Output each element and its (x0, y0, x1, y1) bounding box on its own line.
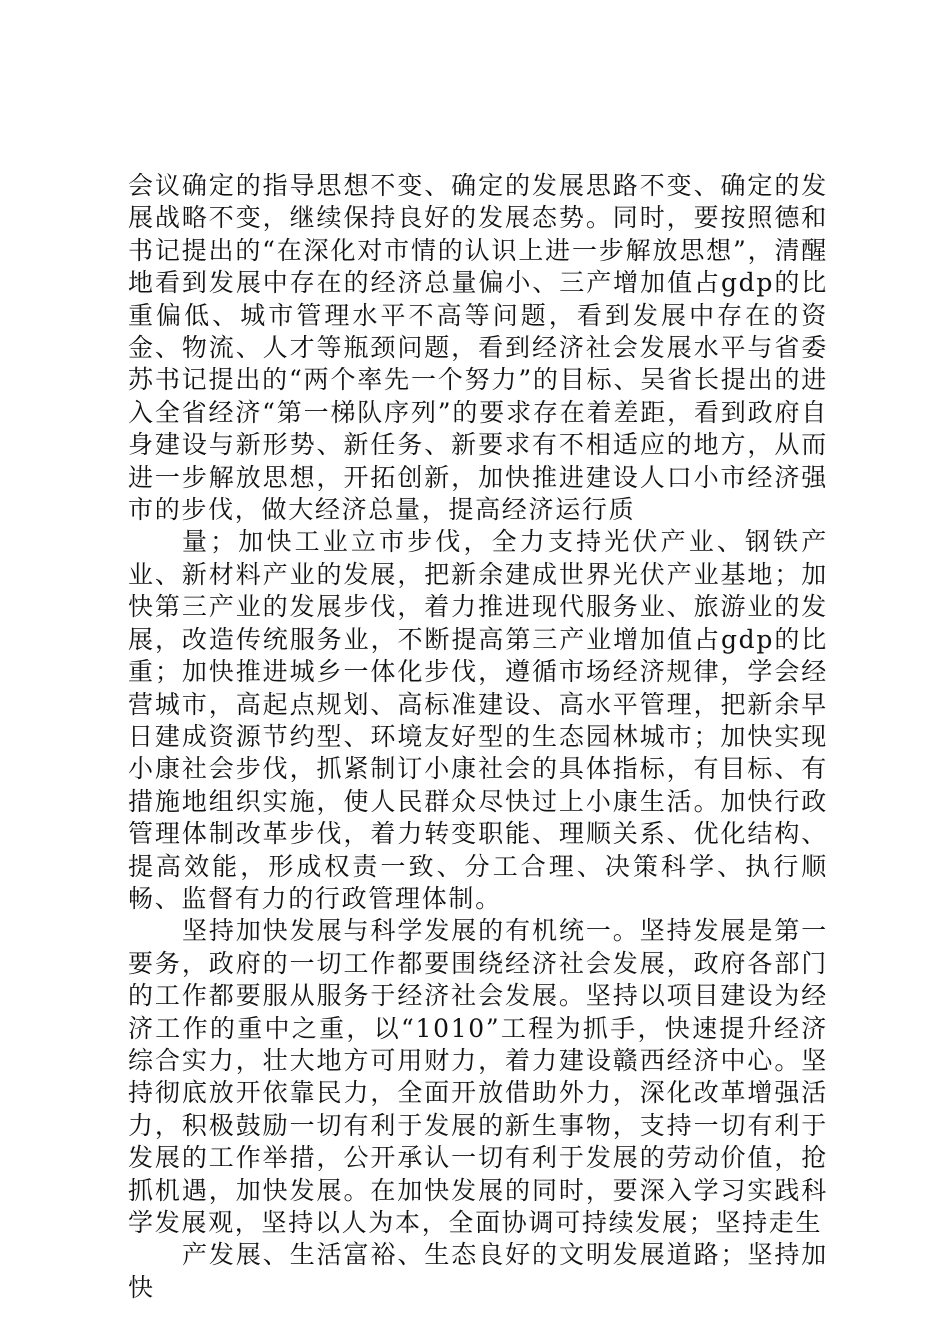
body-paragraph-2: 量；加快工业立市步伐，全力支持光伏产业、钢铁产业、新材料产业的发展，把新余建成世界光伏产业基地；加快第三产业的发展步伐，着力推进现代服务业、旅游业的发展，改造传统服务业，不断提高第三产业增加值占gdp的比重；加快推进城乡一体化步伐，遵循市场经济规律，学会经营城市，高起点规划、高标准建设、高水平管理，把新余早日建成资源节约型、环境友好型的生态园林城市；加快实现小康社会步伐，抓紧制订小康社会的具体指标，有目标、有措施地组织实施，使人民群众尽快过上小康生活。加快行政管理体制改革步伐，着力转变职能、理顺关系、优化结构、提高效能，形成权责一致、分工合理、决策科学、执行顺畅、监督有力的行政管理体制。 (128, 527, 828, 913)
body-paragraph-3: 坚持加快发展与科学发展的有机统一。坚持发展是第一要务，政府的一切工作都要围绕经济社会发展，政府各部门的工作都要服从服务于经济社会发展。坚持以项目建设为经济工作的重中之重，以“1010”工程为抓手，快速提升经济综合实力，壮大地方可用财力，着力建设赣西经济中心。坚持彻底放开依靠民力，全面开放借助外力，深化改革增强活力，积极鼓励一切有利于发展的新生事物，支持一切有利于发展的工作举措，公开承认一切有利于发展的劳动价值，抢抓机遇，加快发展。在加快发展的同时，要深入学习实践科学发展观，坚持以人为本，全面协调可持续发展；坚持走生 (128, 916, 828, 1237)
body-paragraph-4: 产发展、生活富裕、生态良好的文明发展道路；坚持加快 (128, 1240, 828, 1302)
body-paragraph-1: 会议确定的指导思想不变、确定的发展思路不变、确定的发展战略不变，继续保持良好的发展态势。同时，要按照德和书记提出的“在深化对市情的认识上进一步解放思想”，清醒地看到发展中存在的经济总量偏小、三产增加值占gdp的比重偏低、城市管理水平不高等问题，看到发展中存在的资金、物流、人才等瓶颈问题，看到经济社会发展水平与省委苏书记提出的“两个率先一个努力”的目标、吴省长提出的进入全省经济“第一梯队序列”的要求存在着差距，看到政府自身建设与新形势、新任务、新要求有不相适应的地方，从而进一步解放思想，开拓创新，加快推进建设人口小市经济强市的步伐，做大经济总量，提高经济运行质 (128, 171, 828, 525)
document-page (128, 170, 828, 1304)
